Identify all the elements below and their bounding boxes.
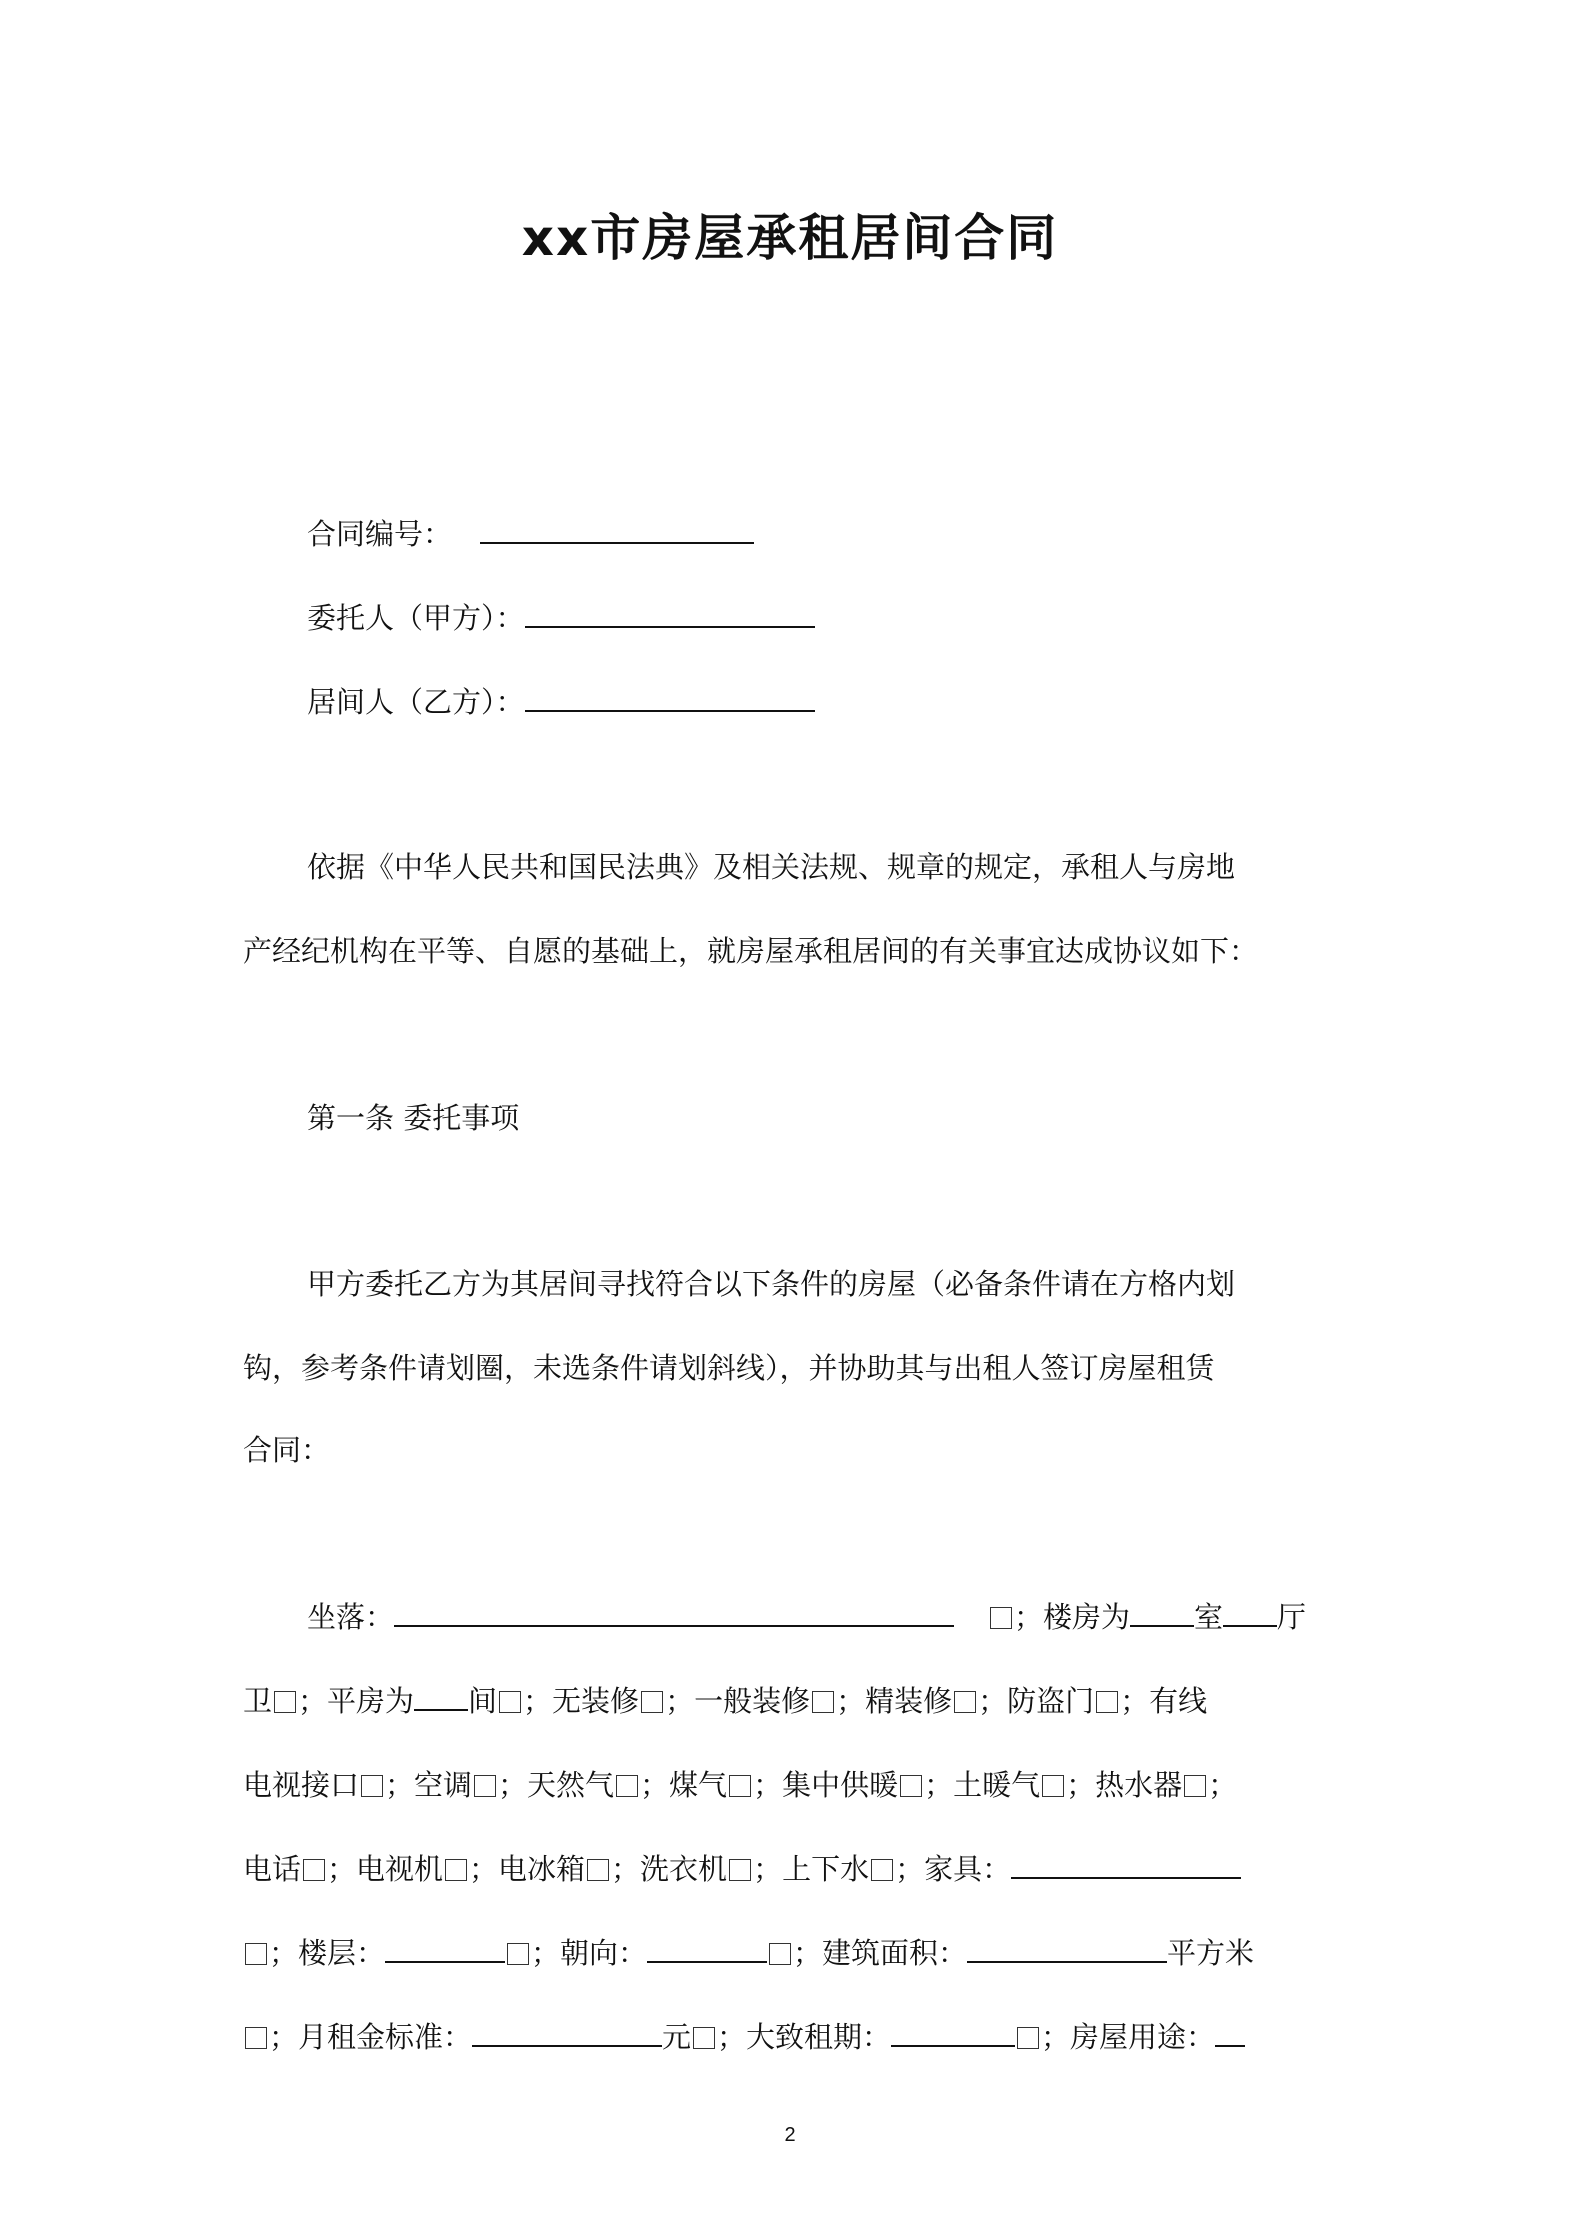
room-count-blank[interactable] <box>1130 1599 1194 1627</box>
local-heating-checkbox[interactable] <box>1042 1775 1064 1797</box>
security-door-label: ；防盗门 <box>978 1684 1095 1718</box>
article-1-text-3: 合同： <box>243 1433 331 1467</box>
natural-gas-checkbox[interactable] <box>616 1775 638 1797</box>
client-field <box>243 596 1343 637</box>
floor-checkbox[interactable] <box>507 1943 529 1965</box>
term-blank[interactable] <box>891 2019 1015 2047</box>
intro-paragraph-line-2 <box>243 929 1343 970</box>
furniture-blank[interactable] <box>1011 1851 1241 1879</box>
plumbing-checkbox[interactable] <box>871 1859 893 1881</box>
tv-checkbox[interactable] <box>445 1859 467 1881</box>
security-door-checkbox[interactable] <box>1096 1691 1118 1713</box>
term-label: ；大致租期： <box>717 2020 892 2054</box>
location-label: 坐落： <box>307 1600 395 1634</box>
bath-label: 卫 <box>243 1684 273 1718</box>
phone-label: 电话 <box>243 1852 302 1886</box>
bath-checkbox[interactable] <box>274 1691 296 1713</box>
no-decor-label: ；无装修 <box>523 1684 640 1718</box>
no-decor-checkbox[interactable] <box>641 1691 663 1713</box>
conditions-line-5 <box>243 1931 1343 1972</box>
broker-label: 居间人（乙方）： <box>307 685 525 719</box>
usage-blank[interactable] <box>1215 2019 1245 2047</box>
cable-tv-checkbox[interactable] <box>361 1775 383 1797</box>
basic-decor-label: ；一般装修 <box>665 1684 811 1718</box>
article-1-heading-text: 第一条 委托事项 <box>307 1101 520 1135</box>
bungalow-label: ；平房为 <box>298 1684 415 1718</box>
client-label: 委托人（甲方）： <box>307 601 525 635</box>
article-1-line-3 <box>243 1428 1343 1469</box>
water-heater-label: ；热水器 <box>1066 1768 1183 1802</box>
floor-label: ；楼层： <box>269 1936 386 1970</box>
local-heating-label: ；土暖气 <box>924 1768 1041 1802</box>
semicolon: ； <box>1208 1768 1238 1802</box>
article-1-line-2 <box>243 1346 1343 1387</box>
floor-blank[interactable] <box>385 1935 505 1963</box>
term-checkbox[interactable] <box>1017 2027 1039 2049</box>
conditions-line-6 <box>243 2015 1343 2056</box>
conditions-line-4 <box>243 1847 1343 1888</box>
central-heating-checkbox[interactable] <box>900 1775 922 1797</box>
contract-number-blank[interactable] <box>480 516 754 544</box>
article-1-line-1 <box>243 1262 1343 1303</box>
article-1-heading <box>243 1096 1343 1137</box>
sqm-label: 平方米 <box>1167 1936 1255 1970</box>
coal-gas-label: ；煤气 <box>640 1768 728 1802</box>
orientation-blank[interactable] <box>647 1935 767 1963</box>
furniture-checkbox[interactable] <box>245 1943 267 1965</box>
broker-field <box>243 680 1343 721</box>
ac-checkbox[interactable] <box>474 1775 496 1797</box>
fridge-checkbox[interactable] <box>587 1859 609 1881</box>
article-1-text-1: 甲方委托乙方为其居间寻找符合以下条件的房屋（必备条件请在方格内划 <box>307 1267 1236 1301</box>
water-heater-checkbox[interactable] <box>1184 1775 1206 1797</box>
area-blank[interactable] <box>967 1935 1167 1963</box>
rent-checkbox[interactable] <box>693 2027 715 2049</box>
document-title: xx市房屋承租居间合同 <box>521 209 1059 267</box>
coal-gas-checkbox[interactable] <box>729 1775 751 1797</box>
building-label: ；楼房为 <box>1014 1600 1131 1634</box>
intro-paragraph-line-1 <box>243 845 1343 886</box>
basic-decor-checkbox[interactable] <box>812 1691 834 1713</box>
page-number: 2 <box>784 2124 796 2146</box>
contract-number-label: 合同编号： <box>307 517 453 551</box>
fine-decor-checkbox[interactable] <box>954 1691 976 1713</box>
plumbing-label: ；上下水 <box>753 1852 870 1886</box>
orientation-checkbox[interactable] <box>769 1943 791 1965</box>
article-1-text-2: 钩，参考条件请划圈，未选条件请划斜线），并协助其与出租人签订房屋租赁 <box>243 1351 1215 1385</box>
rent-blank[interactable] <box>472 2019 662 2047</box>
ac-label: ；空调 <box>385 1768 473 1802</box>
hall-count-blank[interactable] <box>1223 1599 1277 1627</box>
fridge-label: ；电冰箱 <box>469 1852 586 1886</box>
conditions-line-1 <box>243 1595 1343 1636</box>
intro-text-1: 依据《中华人民共和国民法典》及相关法规、规章的规定，承租人与房地 <box>307 850 1236 884</box>
hall-label: 厅 <box>1277 1600 1307 1634</box>
orientation-label: ；朝向： <box>531 1936 648 1970</box>
room-label: 室 <box>1194 1600 1224 1634</box>
usage-label: ；房屋用途： <box>1041 2020 1216 2054</box>
bungalow-checkbox[interactable] <box>499 1691 521 1713</box>
fine-decor-label: ；精装修 <box>836 1684 953 1718</box>
central-heating-label: ；集中供暖 <box>753 1768 899 1802</box>
natural-gas-label: ；天然气 <box>498 1768 615 1802</box>
contract-number-field <box>243 512 1343 553</box>
client-blank[interactable] <box>525 600 815 628</box>
location-blank[interactable] <box>394 1599 954 1627</box>
washer-label: ；洗衣机 <box>611 1852 728 1886</box>
yuan-label: 元 <box>662 2020 692 2054</box>
furniture-label: ；家具： <box>895 1852 1012 1886</box>
cable-prefix-label: ；有线 <box>1120 1684 1208 1718</box>
area-checkbox[interactable] <box>245 2027 267 2049</box>
broker-blank[interactable] <box>525 684 815 712</box>
rent-label: ；月租金标准： <box>269 2020 473 2054</box>
location-checkbox[interactable] <box>990 1607 1012 1629</box>
tv-label: ；电视机 <box>327 1852 444 1886</box>
bungalow-count-blank[interactable] <box>414 1683 468 1711</box>
intro-text-2: 产经纪机构在平等、自愿的基础上，就房屋承租居间的有关事宜达成协议如下： <box>243 934 1259 968</box>
cable-tv-label: 电视接口 <box>243 1768 360 1802</box>
washer-checkbox[interactable] <box>729 1859 751 1881</box>
conditions-line-3 <box>243 1763 1343 1804</box>
conditions-line-2 <box>243 1679 1343 1720</box>
phone-checkbox[interactable] <box>303 1859 325 1881</box>
jian-label: 间 <box>468 1684 498 1718</box>
area-label: ；建筑面积： <box>793 1936 968 1970</box>
